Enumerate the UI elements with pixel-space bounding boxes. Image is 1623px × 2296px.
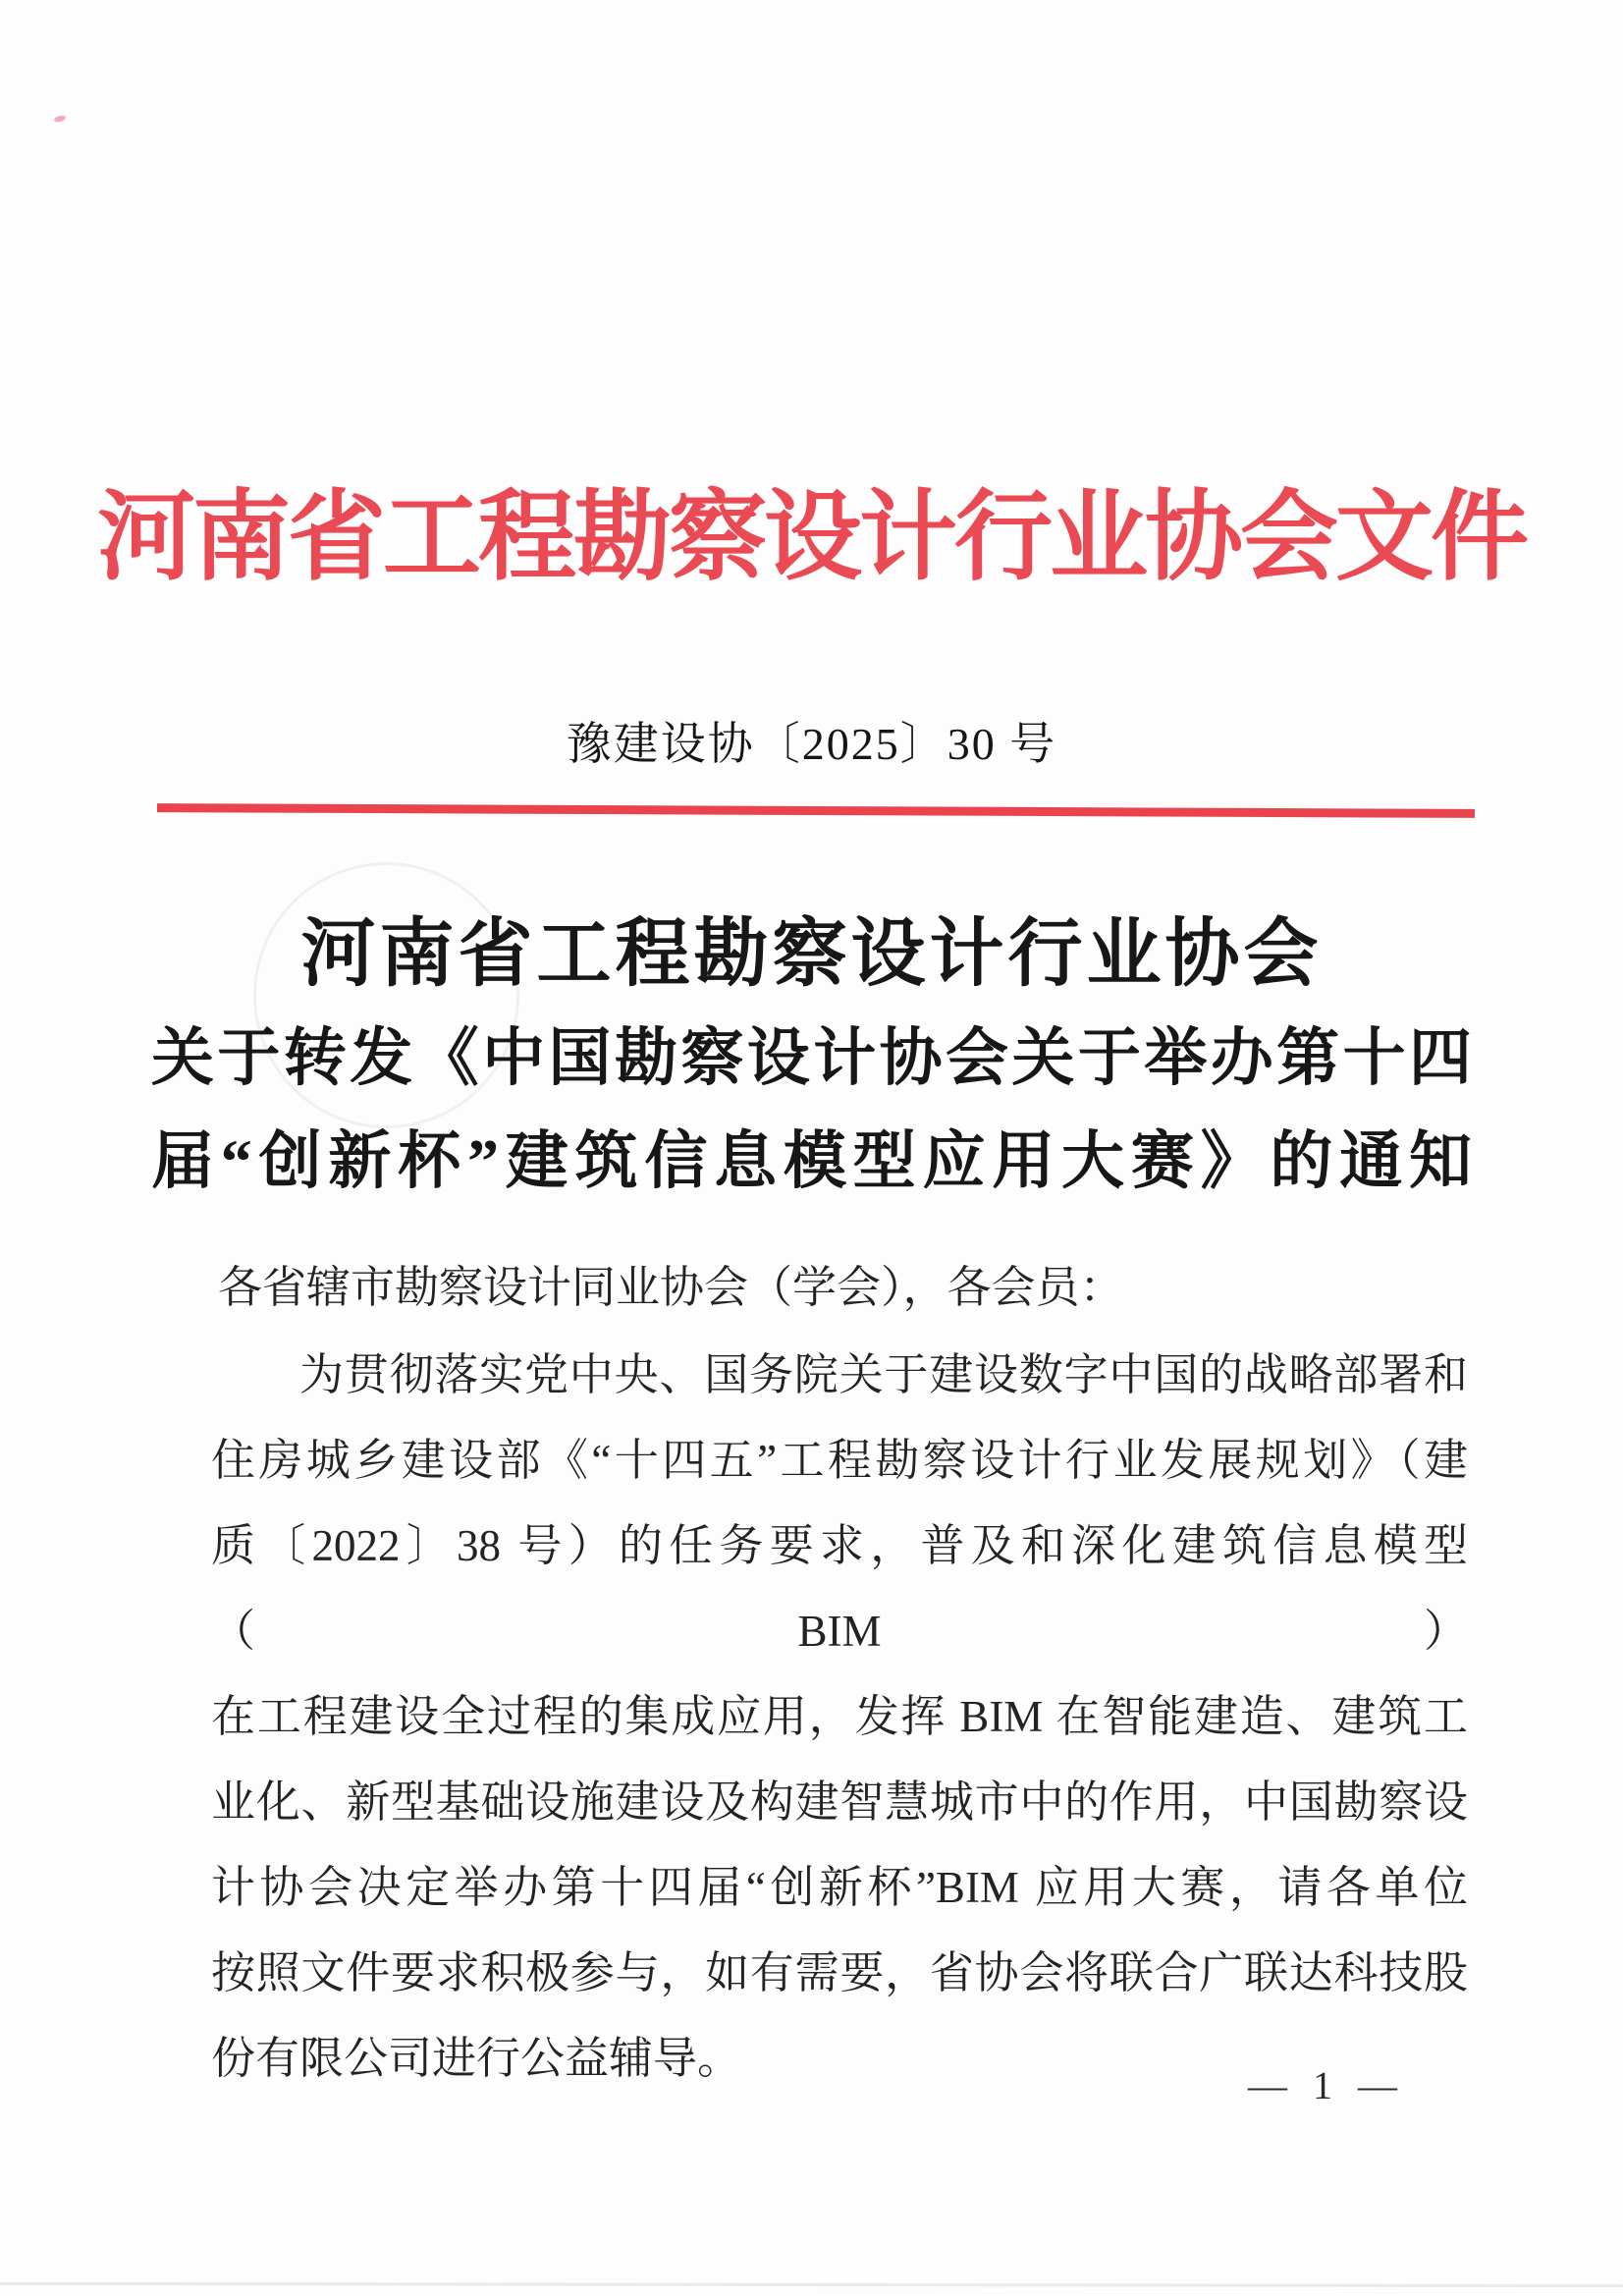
scan-edge xyxy=(0,2282,1623,2287)
body-line: 份有限公司进行公益辅导。 xyxy=(211,2034,742,2083)
notice-title-line-3: 届“创新杯”建筑信息模型应用大赛》的通知 xyxy=(151,1126,1472,1196)
body-line: 质〔2022〕38 号）的任务要求，普及和深化建筑信息模型（BIM） xyxy=(211,1521,1468,1656)
notice-title-line-1: 河南省工程勘察设计行业协会 xyxy=(300,913,1323,996)
body-paragraph xyxy=(211,1333,1468,2102)
body-line: 业化、新型基础设施建设及构建智慧城市中的作用，中国勘察设 xyxy=(211,1777,1468,1827)
body-line: 按照文件要求积极参与，如有需要，省协会将联合广联达科技股 xyxy=(211,1948,1468,1997)
org-banner-title: 河南省工程勘察设计行业协会文件 xyxy=(97,483,1526,592)
document-number: 豫建设协〔2025〕30 号 xyxy=(566,719,1057,769)
notice-title xyxy=(151,903,1472,1213)
body-line: 计协会决定举办第十四届“创新杯”BIM 应用大赛，请各单位 xyxy=(211,1863,1468,1912)
scan-artifact-speck xyxy=(53,115,66,124)
body-line: 住房城乡建设部《“十四五”工程勘察设计行业发展规划》（建 xyxy=(211,1436,1468,1485)
body-line: 为贯彻落实党中央、国务院关于建设数字中国的战略部署和 xyxy=(299,1350,1468,1399)
red-divider-line xyxy=(157,803,1475,818)
salutation: 各省辖市勘察设计同业协会（学会），各会员： xyxy=(218,1263,1124,1312)
body-line: 在工程建设全过程的集成应用，发挥 BIM 在智能建造、建筑工 xyxy=(211,1692,1468,1741)
page-number: — 1 — xyxy=(1248,2063,1405,2107)
notice-title-line-2: 关于转发《中国勘察设计协会关于举办第十四 xyxy=(151,1023,1472,1093)
